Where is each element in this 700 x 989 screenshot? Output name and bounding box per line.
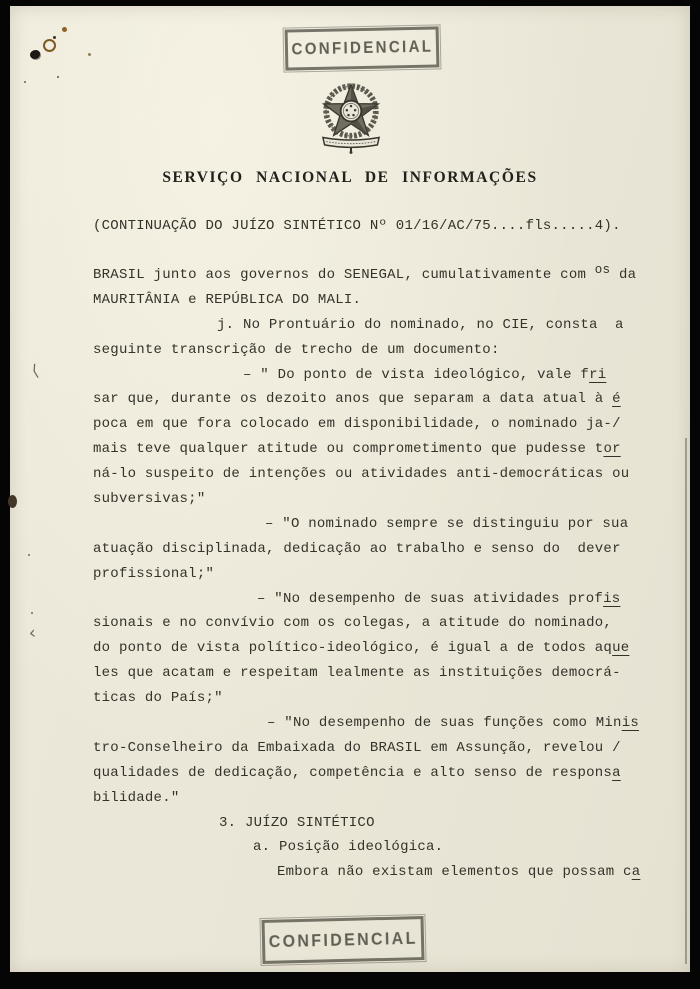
text-segment: ue xyxy=(612,640,630,657)
confidencial-stamp-bottom xyxy=(261,916,424,964)
text-line xyxy=(93,562,653,587)
speck xyxy=(31,612,33,614)
speck xyxy=(53,36,56,39)
brazil-coat-of-arms-icon xyxy=(309,78,393,154)
text-segment: a xyxy=(631,864,641,881)
text-line xyxy=(93,611,653,636)
text-line xyxy=(93,387,653,412)
text-segment: subversivas;" xyxy=(93,491,206,508)
text-line xyxy=(93,363,653,388)
text-segment: da xyxy=(610,267,637,283)
text-segment: is xyxy=(603,590,621,607)
text-line xyxy=(93,313,653,338)
text-segment: BRASIL junto aos governos do SENEGAL, cumulativamente com xyxy=(93,267,595,283)
text-segment: – "O nominado sempre se distinguiu por sua xyxy=(265,515,629,532)
text-segment: is xyxy=(621,715,640,732)
text-line xyxy=(93,263,653,288)
speck xyxy=(24,81,26,83)
ink-stain xyxy=(30,50,40,59)
text-segment: sar que, durante os dezoito anos que separam a data atual à xyxy=(93,391,613,408)
text-line xyxy=(93,512,653,537)
rust-ring-stain xyxy=(43,39,56,52)
text-segment: les que acatam e respeitam lealmente as instituições democrá- xyxy=(93,665,621,682)
pencil-margin-mark: ‹ xyxy=(27,621,37,644)
text-line xyxy=(93,686,653,711)
text-segment: atuação disciplinada, dedicação ao trabalho e senso do dever xyxy=(93,540,621,557)
text-line xyxy=(93,711,653,736)
text-line xyxy=(93,811,653,836)
text-line xyxy=(93,661,653,686)
text-line xyxy=(93,587,653,612)
speck xyxy=(28,554,30,556)
text-segment: ticas do País;" xyxy=(93,690,223,707)
text-line xyxy=(93,487,653,512)
text-segment: j. No Prontuário do nominado, no CIE, consta a xyxy=(217,316,624,333)
agency-title: SERVIÇO NACIONAL DE INFORMAÇÕES xyxy=(162,169,538,186)
text-segment: bilidade." xyxy=(93,789,180,806)
text-line xyxy=(93,736,653,761)
text-segment: tro-Conselheiro da Embaixada do BRASIL em Assunção, revelou / xyxy=(93,739,621,756)
text-segment: mais teve qualquer atitude ou comprometimento que pudesse t xyxy=(93,441,604,458)
continuation-line: (CONTINUAÇÃO DO JUÍZO SINTÉTICO Nº 01/16/AC/75....fls.....4). xyxy=(93,218,621,234)
text-segment: – "No desempenho de suas funções como Min xyxy=(267,715,622,732)
text-segment: Embora não existam elementos que possam c xyxy=(277,864,632,881)
document-page xyxy=(10,6,690,972)
text-segment: ná-lo suspeito de intenções ou atividades anti-democráticas ou xyxy=(93,466,630,483)
edge-stain xyxy=(8,495,17,508)
confidencial-stamp-top xyxy=(285,26,440,70)
text-segment: or xyxy=(603,441,621,458)
rust-spot xyxy=(62,27,67,32)
page-edge-shadow xyxy=(685,438,687,964)
text-segment: sionais e no convívio com os colegas, a atitude do nominado, xyxy=(93,615,613,632)
text-line xyxy=(93,786,653,811)
text-segment: profissional;" xyxy=(93,565,215,582)
text-line xyxy=(93,636,653,661)
speck xyxy=(57,76,59,78)
text-line xyxy=(93,860,653,885)
text-line xyxy=(93,437,653,462)
text-segment: seguinte transcrição de trecho de um documento: xyxy=(93,341,500,358)
text-segment: poca em que fora colocado em disponibilidade, o nominado ja-/ xyxy=(93,416,621,433)
text-line xyxy=(93,288,653,313)
text-line xyxy=(93,462,653,487)
text-segment: – "No desempenho de suas atividades prof xyxy=(257,590,604,607)
text-line xyxy=(93,835,653,860)
text-segment: qualidades de dedicação, competência e alto senso de respons xyxy=(93,764,613,781)
text-line xyxy=(93,412,653,437)
text-line xyxy=(93,761,653,786)
text-segment: 3. JUÍZO SINTÉTICO xyxy=(219,814,375,831)
text-segment: MAURITÂNIA e REPÚBLICA DO MALI. xyxy=(93,291,362,308)
stamp-label: CONFIDENCIAL xyxy=(290,37,434,59)
document-body xyxy=(93,263,653,885)
pencil-margin-mark: ⟨ xyxy=(29,360,41,381)
text-segment: – " Do ponto de vista ideológico, vale f xyxy=(243,366,590,383)
stamp-label: CONFIDENCIAL xyxy=(268,927,418,952)
text-line xyxy=(93,338,653,363)
text-segment: do ponto de vista político-ideológico, é igual a de todos aq xyxy=(93,640,613,657)
text-segment: ri xyxy=(589,366,607,383)
text-line xyxy=(93,537,653,562)
speck xyxy=(88,53,91,56)
text-segment: é xyxy=(612,391,621,408)
text-segment: os xyxy=(594,263,611,277)
text-segment: a xyxy=(612,764,621,781)
text-segment: a. Posição ideológica. xyxy=(253,839,444,856)
